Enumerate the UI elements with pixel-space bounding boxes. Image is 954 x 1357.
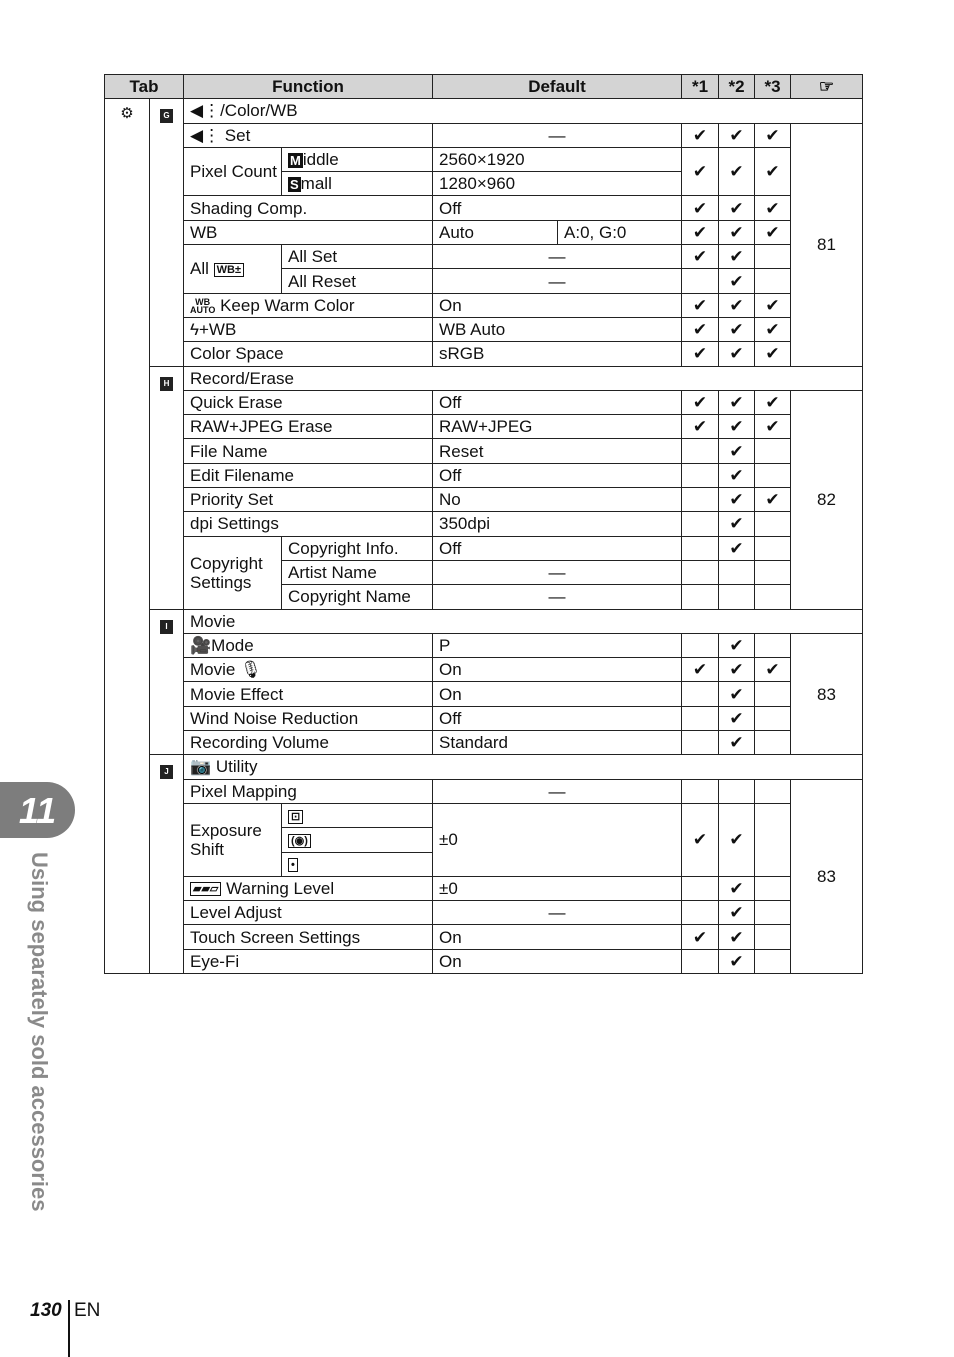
row-label: Color Space: [184, 342, 433, 366]
check-mark: ✔: [719, 876, 755, 900]
row-label: Pixel Count: [184, 147, 282, 196]
row-sublabel: [282, 803, 433, 827]
row-label: ϟ+WB: [184, 317, 433, 341]
default-value: P: [433, 633, 682, 657]
table-row: [105, 366, 863, 390]
check-mark: ✔: [682, 147, 719, 196]
row-sublabel: S mall: [282, 172, 433, 196]
table-row: [105, 876, 863, 900]
empty-cell: [682, 439, 719, 463]
page-ref: 83: [791, 779, 863, 973]
empty-cell: [755, 245, 791, 269]
empty-cell: [719, 779, 755, 803]
center-weighted-metering-icon: (◉): [288, 834, 311, 848]
default-value: —: [433, 901, 682, 925]
chapter-tab: [0, 782, 75, 838]
check-mark: ✔: [719, 488, 755, 512]
empty-cell: [755, 779, 791, 803]
section-title-g: ◀⋮/Color/WB: [184, 99, 863, 123]
empty-cell: [755, 269, 791, 293]
default-value: On: [433, 949, 682, 973]
row-sublabel: M iddle: [282, 147, 433, 171]
check-mark: ✔: [755, 123, 791, 147]
check-mark: ✔: [719, 147, 755, 196]
row-label: RAW+JPEG Erase: [184, 415, 433, 439]
gear-icon: ⚙: [120, 105, 134, 123]
check-mark: ✔: [719, 803, 755, 876]
empty-cell: [755, 925, 791, 949]
row-label: Touch Screen Settings: [184, 925, 433, 949]
empty-cell: [755, 682, 791, 706]
check-mark: ✔: [682, 925, 719, 949]
row-label: Copyright Settings: [184, 536, 282, 609]
empty-cell: [755, 901, 791, 925]
row-sublabel: All Set: [282, 245, 433, 269]
row-label: Recording Volume: [184, 731, 433, 755]
table-row: [105, 731, 863, 755]
row-label: Edit Filename: [184, 463, 433, 487]
default-value-2: A:0, G:0: [558, 220, 682, 244]
empty-cell: [755, 949, 791, 973]
default-value: Off: [433, 536, 682, 560]
table-row: [105, 123, 863, 147]
check-mark: ✔: [682, 123, 719, 147]
default-value: ±0: [433, 876, 682, 900]
check-mark: ✔: [682, 293, 719, 317]
row-label: 🎥Mode: [184, 633, 433, 657]
default-value: —: [433, 779, 682, 803]
empty-cell: [682, 536, 719, 560]
empty-cell: [682, 901, 719, 925]
picture-mode-icon: ◀⋮: [190, 125, 225, 145]
table-row: [105, 779, 863, 803]
check-mark: ✔: [755, 342, 791, 366]
header-default: Default: [433, 75, 682, 99]
default-value: ±0: [433, 803, 682, 876]
check-mark: ✔: [682, 415, 719, 439]
table-row: [105, 196, 863, 220]
movie-camera-icon: 🎥: [190, 635, 212, 655]
row-sublabel: Copyright Info.: [282, 536, 433, 560]
tab-h-icon: H: [160, 377, 173, 391]
check-mark: ✔: [682, 220, 719, 244]
table-row: [105, 536, 863, 560]
check-mark: ✔: [719, 317, 755, 341]
check-mark: ✔: [755, 196, 791, 220]
empty-cell: [755, 560, 791, 584]
tab-g-cell: [150, 99, 184, 366]
empty-cell: [682, 269, 719, 293]
empty-cell: [682, 779, 719, 803]
row-sublabel: Artist Name: [282, 560, 433, 584]
row-label: ◀⋮ Set: [184, 123, 433, 147]
check-mark: ✔: [719, 901, 755, 925]
default-value: Standard: [433, 731, 682, 755]
empty-cell: [682, 682, 719, 706]
check-mark: ✔: [682, 342, 719, 366]
chapter-number: 11: [18, 790, 57, 831]
tab-i-cell: [150, 609, 184, 755]
tab-j-icon: J: [160, 765, 173, 779]
section-title-i: Movie: [184, 609, 863, 633]
default-value: 2560×1920: [433, 147, 682, 171]
tab-h-cell: [150, 366, 184, 609]
header-tab: Tab: [105, 75, 184, 99]
section-title-j: 📷 Utility: [184, 755, 863, 779]
row-label: Movie Effect: [184, 682, 433, 706]
check-mark: ✔: [719, 633, 755, 657]
default-value: —: [433, 123, 682, 147]
wb-auto-icon: WB AUTO: [190, 297, 216, 316]
check-mark: ✔: [682, 803, 719, 876]
check-mark: ✔: [719, 293, 755, 317]
default-value: 350dpi: [433, 512, 682, 536]
table-row: [105, 609, 863, 633]
empty-cell: [755, 585, 791, 609]
empty-cell: [755, 706, 791, 730]
row-label: Level Adjust: [184, 901, 433, 925]
header-row: [105, 75, 863, 99]
row-label: WB AUTO Keep Warm Color: [184, 293, 433, 317]
page-footer: [30, 1300, 101, 1322]
row-label: Pixel Mapping: [184, 779, 433, 803]
check-mark: ✔: [755, 390, 791, 414]
check-mark: ✔: [755, 220, 791, 244]
small-icon: S: [290, 177, 299, 193]
check-mark: ✔: [682, 658, 719, 682]
row-label: Quick Erase: [184, 390, 433, 414]
empty-cell: [755, 876, 791, 900]
default-value: Off: [433, 706, 682, 730]
wb-compensation-icon: WB±: [214, 263, 244, 277]
empty-cell: [719, 560, 755, 584]
check-mark: ✔: [682, 390, 719, 414]
table-row: [105, 342, 863, 366]
default-value: —: [433, 560, 682, 584]
table-row: [105, 706, 863, 730]
row-label: Exposure Shift: [184, 803, 282, 876]
page-ref: 83: [791, 633, 863, 754]
row-label: Eye-Fi: [184, 949, 433, 973]
camera-icon: 📷: [190, 757, 212, 777]
check-mark: ✔: [682, 317, 719, 341]
empty-cell: [755, 463, 791, 487]
header-c3: *3: [755, 75, 791, 99]
default-value: Reset: [433, 439, 682, 463]
settings-table: [104, 74, 863, 974]
check-mark: ✔: [719, 342, 755, 366]
tab-i-icon: I: [160, 620, 173, 634]
check-mark: ✔: [719, 925, 755, 949]
check-mark: ✔: [719, 415, 755, 439]
table-row: [105, 390, 863, 414]
check-mark: ✔: [719, 123, 755, 147]
default-value: On: [433, 658, 682, 682]
empty-cell: [755, 731, 791, 755]
table-row: [105, 317, 863, 341]
default-value: On: [433, 293, 682, 317]
check-mark: ✔: [755, 147, 791, 196]
check-mark: ✔: [719, 949, 755, 973]
check-mark: ✔: [719, 439, 755, 463]
row-sublabel: Copyright Name: [282, 585, 433, 609]
page-ref: 82: [791, 390, 863, 609]
check-mark: ✔: [719, 731, 755, 755]
spot-metering-icon: •: [288, 858, 298, 872]
row-label: WB: [184, 220, 433, 244]
table-row: [105, 220, 863, 244]
table-row: [105, 925, 863, 949]
check-mark: ✔: [719, 269, 755, 293]
row-label: File Name: [184, 439, 433, 463]
row-sublabel: All Reset: [282, 269, 433, 293]
default-value: WB Auto: [433, 317, 682, 341]
empty-cell: [682, 463, 719, 487]
default-value: Auto: [433, 220, 558, 244]
battery-icon: ▰▰▱: [190, 882, 221, 896]
tab-g-icon: G: [160, 109, 173, 123]
header-c1: *1: [682, 75, 719, 99]
header-c2: *2: [719, 75, 755, 99]
empty-cell: [682, 876, 719, 900]
empty-cell: [755, 633, 791, 657]
empty-cell: [682, 731, 719, 755]
table-row: [105, 463, 863, 487]
table-row: [105, 682, 863, 706]
table-row: [105, 293, 863, 317]
chapter-title: Using separately sold accessories: [27, 852, 52, 1212]
default-value: —: [433, 245, 682, 269]
default-value: —: [433, 585, 682, 609]
table-row: [105, 755, 863, 779]
check-mark: ✔: [682, 196, 719, 220]
check-mark: ✔: [719, 196, 755, 220]
table-row: [105, 658, 863, 682]
default-value: —: [433, 269, 682, 293]
check-mark: ✔: [719, 536, 755, 560]
header-ref: ☞: [791, 75, 863, 99]
default-value: RAW+JPEG: [433, 415, 682, 439]
default-value: sRGB: [433, 342, 682, 366]
language-code: EN: [74, 1300, 101, 1321]
check-mark: ✔: [719, 245, 755, 269]
empty-cell: [682, 560, 719, 584]
default-value: No: [433, 488, 682, 512]
empty-cell: [682, 949, 719, 973]
table-row: [105, 415, 863, 439]
row-sublabel: [282, 828, 433, 852]
check-mark: ✔: [719, 682, 755, 706]
table-row: [105, 147, 863, 171]
default-value: Off: [433, 390, 682, 414]
evaluative-metering-icon: ⊡: [288, 810, 303, 824]
table-row: [105, 488, 863, 512]
empty-cell: [755, 512, 791, 536]
table-row: [105, 901, 863, 925]
middle-icon: M: [290, 153, 301, 169]
check-mark: ✔: [755, 488, 791, 512]
empty-cell: [755, 439, 791, 463]
row-label: Shading Comp.: [184, 196, 433, 220]
check-mark: ✔: [719, 706, 755, 730]
row-label: All WB±: [184, 245, 282, 294]
header-function: Function: [184, 75, 433, 99]
check-mark: ✔: [755, 658, 791, 682]
table-row: [105, 512, 863, 536]
row-label: ▰▰▱ Warning Level: [184, 876, 433, 900]
empty-cell: [682, 585, 719, 609]
custom-menu-tab: [105, 99, 150, 974]
row-label: Wind Noise Reduction: [184, 706, 433, 730]
picture-mode-icon: ◀⋮: [190, 101, 221, 121]
row-sublabel: [282, 852, 433, 876]
tab-j-cell: [150, 755, 184, 974]
section-title-h: Record/Erase: [184, 366, 863, 390]
check-mark: ✔: [682, 245, 719, 269]
check-mark: ✔: [755, 293, 791, 317]
check-mark: ✔: [755, 415, 791, 439]
empty-cell: [682, 512, 719, 536]
check-mark: ✔: [755, 317, 791, 341]
default-value: On: [433, 925, 682, 949]
check-mark: ✔: [719, 512, 755, 536]
flash-icon: ϟ: [190, 320, 199, 340]
empty-cell: [755, 803, 791, 876]
table-row: [105, 803, 863, 827]
check-mark: ✔: [719, 220, 755, 244]
row-label: Movie 🎙: [184, 658, 433, 682]
empty-cell: [682, 633, 719, 657]
empty-cell: [719, 585, 755, 609]
table-row: [105, 949, 863, 973]
check-mark: ✔: [719, 463, 755, 487]
footer-divider: [68, 1300, 70, 1357]
table-row: [105, 633, 863, 657]
check-mark: ✔: [719, 658, 755, 682]
row-label: Priority Set: [184, 488, 433, 512]
empty-cell: [682, 706, 719, 730]
row-label: dpi Settings: [184, 512, 433, 536]
default-value: On: [433, 682, 682, 706]
table-row: [105, 99, 863, 123]
table-row: [105, 245, 863, 269]
page-number: 130: [30, 1300, 62, 1321]
microphone-icon: 🎙: [240, 660, 262, 680]
table-row: [105, 439, 863, 463]
page-ref: 81: [791, 123, 863, 366]
empty-cell: [682, 488, 719, 512]
default-value: Off: [433, 196, 682, 220]
check-mark: ✔: [719, 390, 755, 414]
default-value: Off: [433, 463, 682, 487]
default-value: 1280×960: [433, 172, 682, 196]
empty-cell: [755, 536, 791, 560]
